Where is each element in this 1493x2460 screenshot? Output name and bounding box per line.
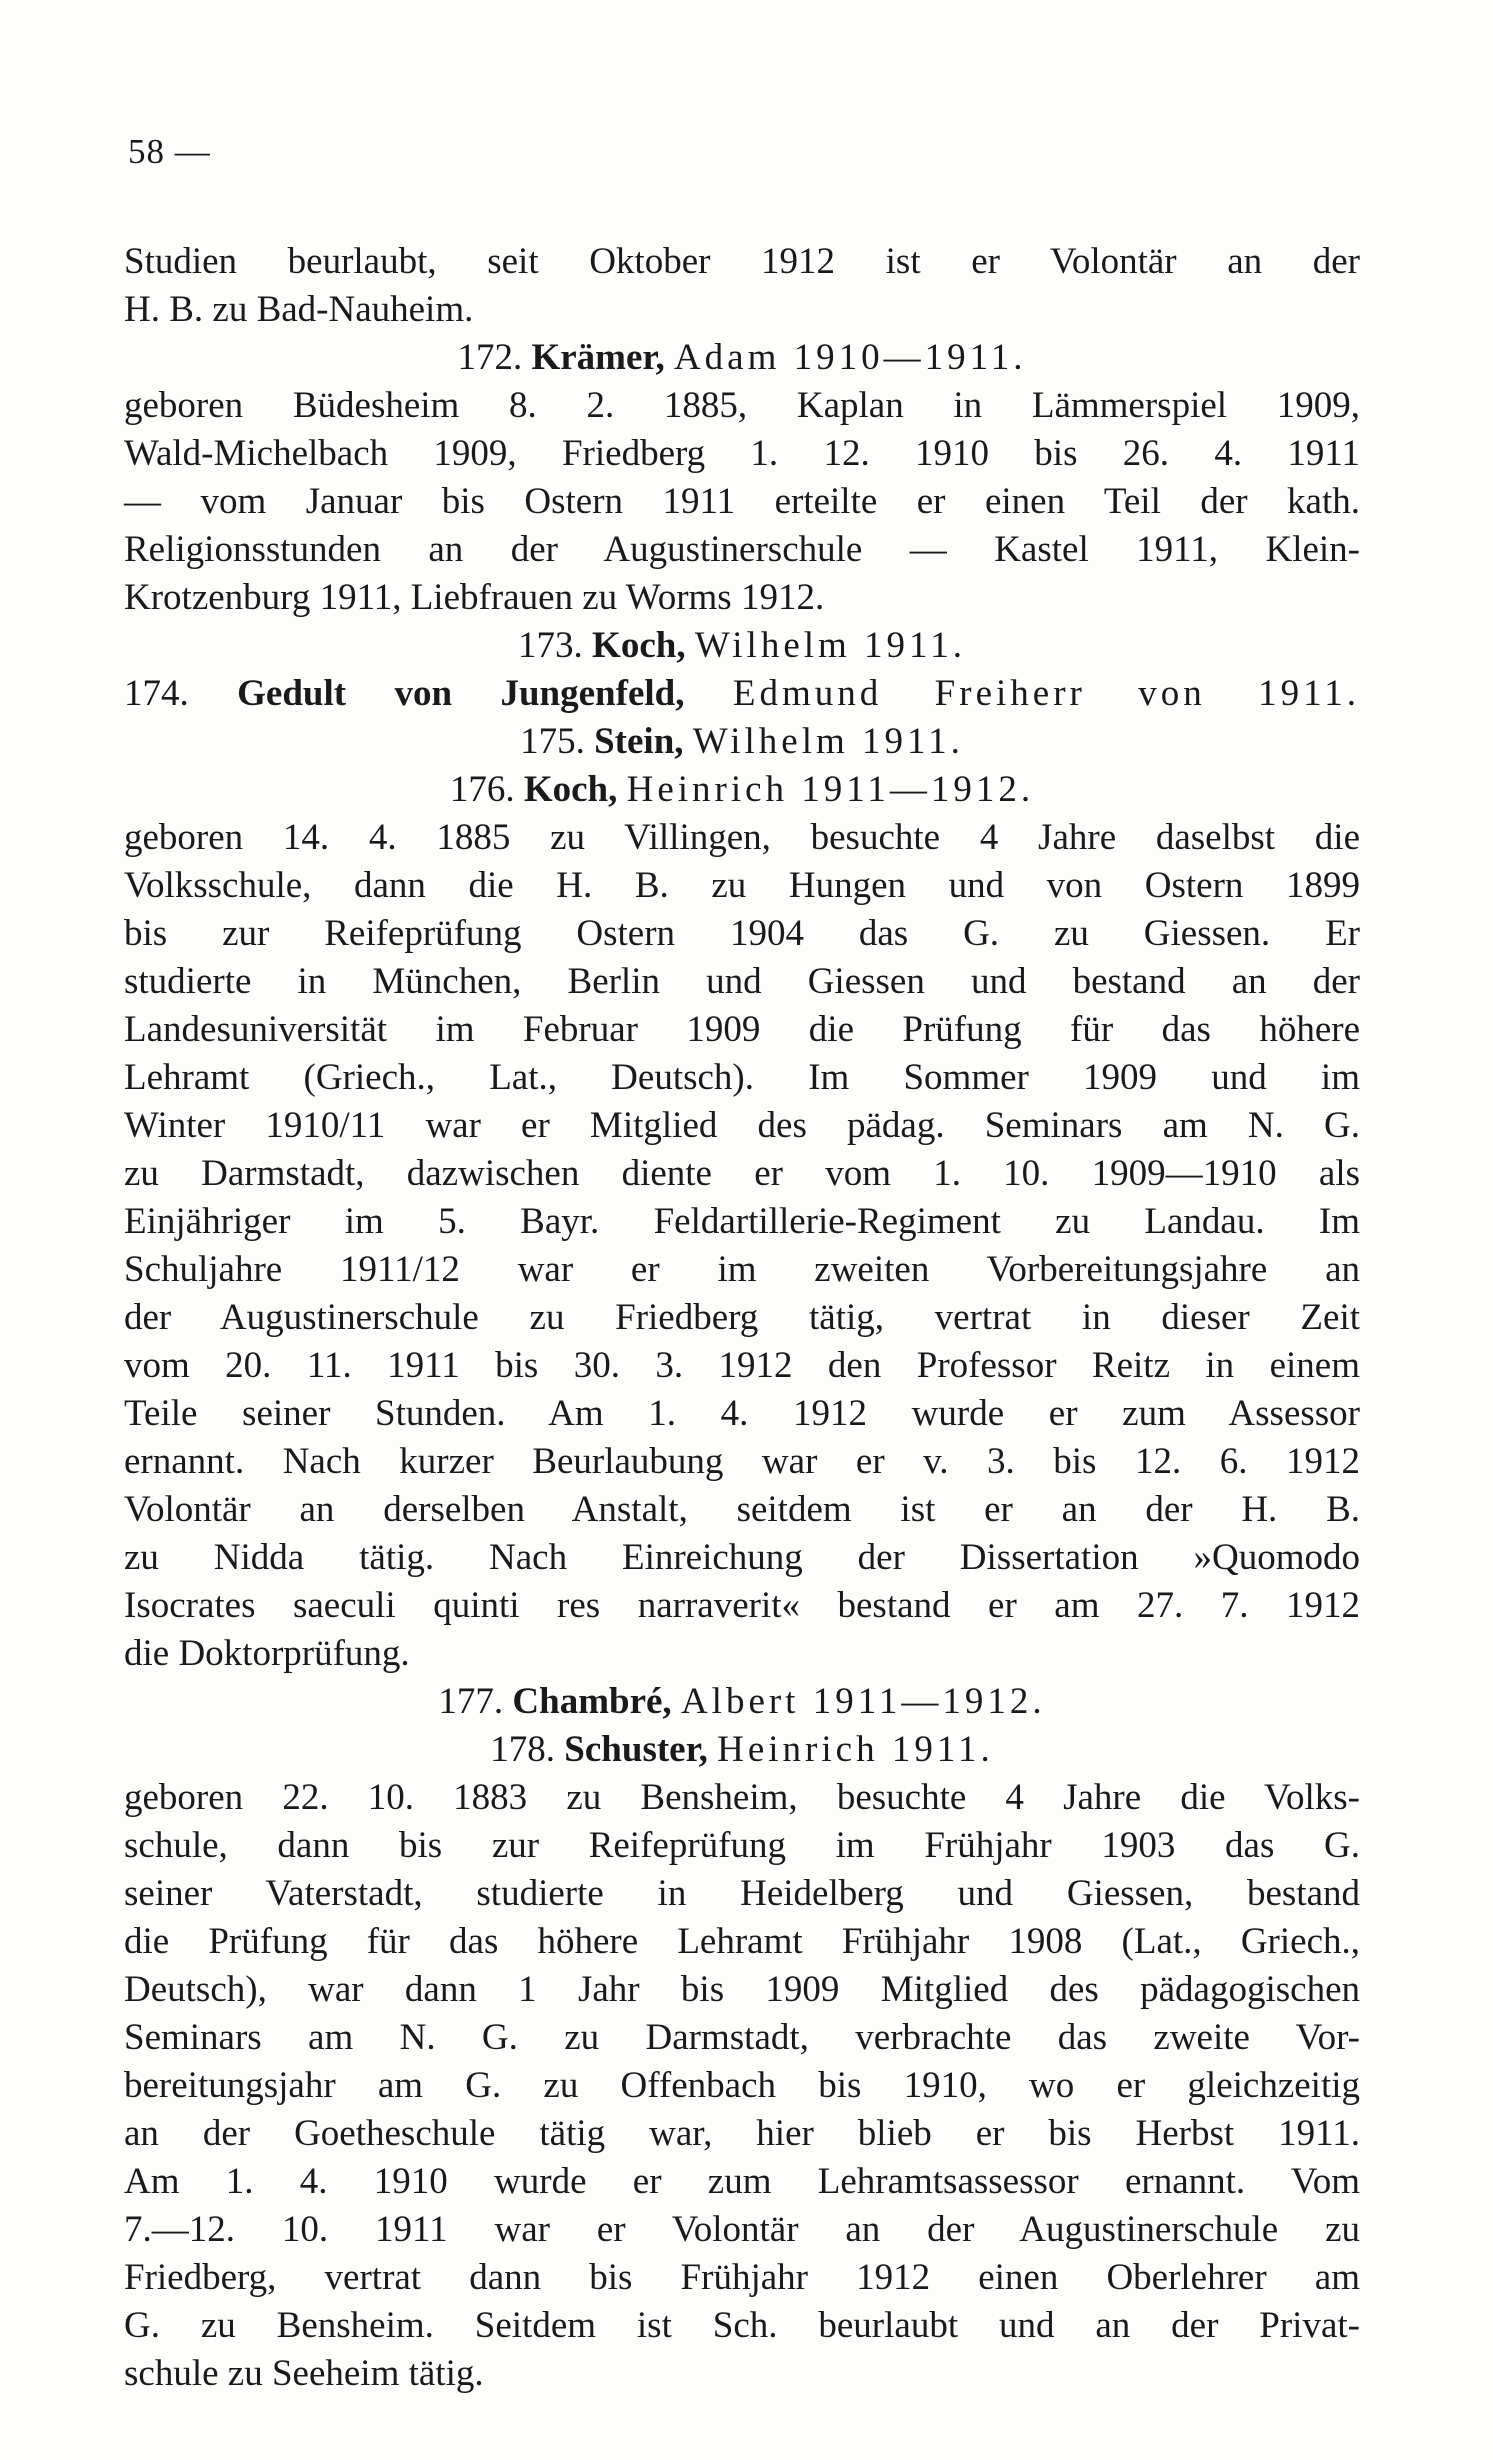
text-line: an der Goetheschule tätig war, hier blieb er bis Herbst 1911.: [124, 2113, 1360, 2154]
text-line: bis zur Reifeprüfung Ostern 1904 das G. zu Giessen. Er: [124, 913, 1360, 954]
text-line: Volontär an derselben Anstalt, seitdem ist er an der H. B.: [124, 1489, 1360, 1530]
entry-forename-years: Edmund Freiherr von 1911.: [732, 673, 1361, 714]
entry-forename-years: Adam 1910—1911.: [673, 337, 1027, 378]
entry-number: 177.: [438, 1681, 504, 1722]
text-line: geboren 14. 4. 1885 zu Villingen, besuchte 4 Jahre daselbst die: [124, 817, 1360, 858]
text-line: Lehramt (Griech., Lat., Deutsch). Im Sommer 1909 und im: [124, 1057, 1360, 1098]
entry-surname: Krämer,: [531, 337, 665, 378]
text-line: studierte in München, Berlin und Giessen und bestand an der: [124, 961, 1360, 1002]
entry-number: 172.: [457, 337, 523, 378]
entry-heading-172: [124, 334, 1360, 382]
text-line: geboren 22. 10. 1883 zu Bensheim, besuchte 4 Jahre die Volks-: [124, 1777, 1360, 1818]
entry-heading-173: [124, 622, 1360, 670]
entry-forename-years: Wilhelm 1911.: [694, 625, 966, 666]
text-line: Krotzenburg 1911, Liebfrauen zu Worms 1912.: [124, 577, 825, 618]
entry-surname: Stein,: [594, 721, 684, 762]
entry-heading-178: [124, 1726, 1360, 1774]
text-line: die Doktorprüfung.: [124, 1633, 410, 1674]
text-line: ernannt. Nach kurzer Beurlaubung war er v. 3. bis 12. 6. 1912: [124, 1441, 1360, 1482]
text-line: Religionsstunden an der Augustinerschule — Kastel 1911, Klein-: [124, 529, 1360, 570]
text-line: — vom Januar bis Ostern 1911 erteilte er einen Teil der kath.: [124, 481, 1360, 522]
entry-number: 173.: [518, 625, 583, 666]
entry-heading-176: [124, 766, 1360, 814]
text-line: Schuljahre 1911/12 war er im zweiten Vorbereitungsjahre an: [124, 1249, 1360, 1290]
text-line: 7.—12. 10. 1911 war er Volontär an der Augustinerschule zu: [124, 2209, 1360, 2250]
entry-surname: Gedult von Jungenfeld,: [237, 673, 685, 714]
text-line: Teile seiner Stunden. Am 1. 4. 1912 wurde er zum Assessor: [124, 1393, 1360, 1434]
page-number: 58 —: [128, 132, 211, 171]
text-line: Am 1. 4. 1910 wurde er zum Lehramtsassessor ernannt. Vom: [124, 2161, 1360, 2202]
entry-surname: Schuster,: [564, 1729, 708, 1770]
text-line: Winter 1910/11 war er Mitglied des pädag. Seminars am N. G.: [124, 1105, 1360, 1146]
text-line: Einjähriger im 5. Bayr. Feldartillerie-Regiment zu Landau. Im: [124, 1201, 1360, 1242]
text-line: H. B. zu Bad-Nauheim.: [124, 289, 474, 330]
text-line: Friedberg, vertrat dann bis Frühjahr 1912 einen Oberlehrer am: [124, 2257, 1360, 2298]
entry-forename-years: Wilhelm 1911.: [692, 721, 964, 762]
entry-forename-years: Heinrich 1911.: [717, 1729, 994, 1770]
entry-heading-177: [124, 1678, 1360, 1726]
entry-number: 174.: [124, 673, 189, 714]
text-line: schule zu Seeheim tätig.: [124, 2353, 484, 2394]
text-line: geboren Büdesheim 8. 2. 1885, Kaplan in Lämmerspiel 1909,: [124, 385, 1360, 426]
text-line: schule, dann bis zur Reifeprüfung im Frühjahr 1903 das G.: [124, 1825, 1360, 1866]
text-line: der Augustinerschule zu Friedberg tätig, vertrat in dieser Zeit: [124, 1297, 1360, 1338]
entry-number: 175.: [520, 721, 585, 762]
text-line: G. zu Bensheim. Seitdem ist Sch. beurlaubt und an der Privat-: [124, 2305, 1360, 2346]
text-line: zu Darmstadt, dazwischen diente er vom 1. 10. 1909—1910 als: [124, 1153, 1360, 1194]
entry-surname: Koch,: [592, 625, 686, 666]
text-line: Wald-Michelbach 1909, Friedberg 1. 12. 1910 bis 26. 4. 1911: [124, 433, 1360, 474]
text-line: zu Nidda tätig. Nach Einreichung der Dissertation »Quomodo: [124, 1537, 1360, 1578]
entry-heading-174: [124, 670, 1360, 718]
entry-surname: Chambré,: [512, 1681, 672, 1722]
text-line: Seminars am N. G. zu Darmstadt, verbrachte das zweite Vor-: [124, 2017, 1360, 2058]
text-line: Landesuniversität im Februar 1909 die Prüfung für das höhere: [124, 1009, 1360, 1050]
entry-forename-years: Heinrich 1911—1912.: [626, 769, 1035, 810]
text-line: Deutsch), war dann 1 Jahr bis 1909 Mitglied des pädagogischen: [124, 1969, 1360, 2010]
entry-heading-175: [124, 718, 1360, 766]
text-line: Studien beurlaubt, seit Oktober 1912 ist er Volontär an der: [124, 241, 1360, 282]
text-line: Volksschule, dann die H. B. zu Hungen und von Ostern 1899: [124, 865, 1360, 906]
entry-forename-years: Albert 1911—1912.: [680, 1681, 1046, 1722]
entry-surname: Koch,: [523, 769, 618, 810]
text-line: vom 20. 11. 1911 bis 30. 3. 1912 den Professor Reitz in einem: [124, 1345, 1360, 1386]
text-line: die Prüfung für das höhere Lehramt Frühjahr 1908 (Lat., Griech.,: [124, 1921, 1360, 1962]
text-line: bereitungsjahr am G. zu Offenbach bis 1910, wo er gleichzeitig: [124, 2065, 1360, 2106]
entry-number: 178.: [490, 1729, 556, 1770]
text-line: Isocrates saeculi quinti res narraverit« bestand er am 27. 7. 1912: [124, 1585, 1360, 1626]
entry-number: 176.: [449, 769, 515, 810]
text-line: seiner Vaterstadt, studierte in Heidelberg und Giessen, bestand: [124, 1873, 1360, 1914]
